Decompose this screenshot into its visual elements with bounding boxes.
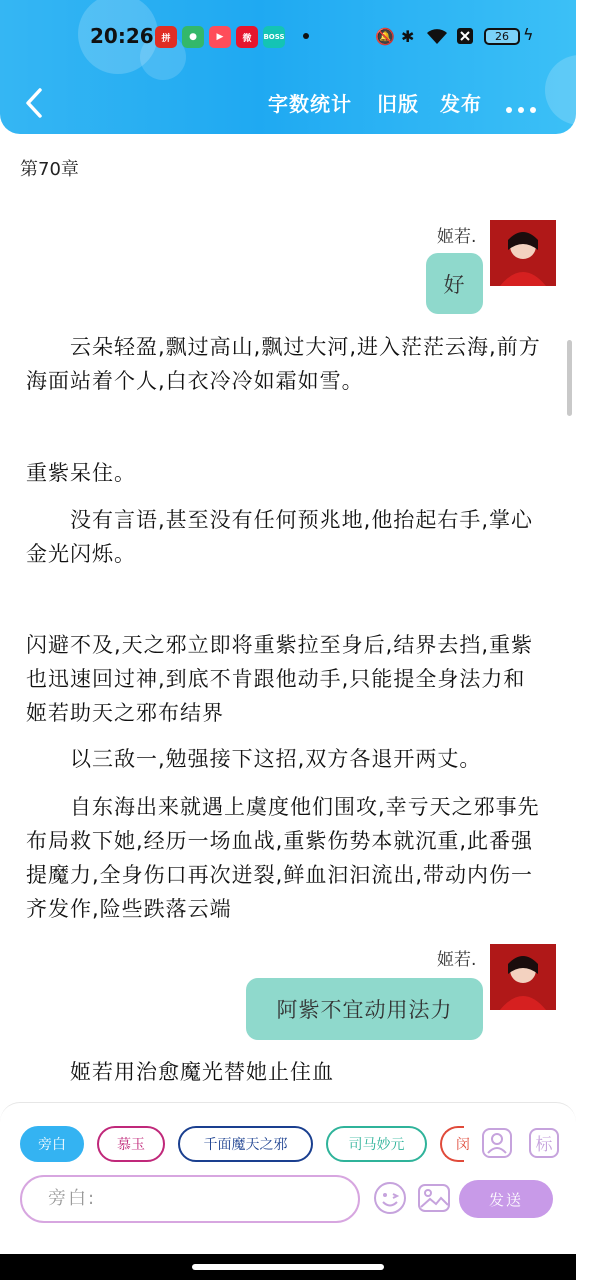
role-chip-muyu[interactable]: 慕玉 xyxy=(97,1126,165,1162)
bluetooth-icon: ✱ xyxy=(401,27,415,46)
speaker-name: 姬若. xyxy=(437,227,477,247)
send-button[interactable]: 发送 xyxy=(459,1180,553,1218)
narration-paragraph: 姬若用治愈魔光替她止住血 xyxy=(26,1060,334,1084)
charging-icon: ϟ xyxy=(523,25,534,44)
wifi-icon xyxy=(426,27,448,49)
sim-icon xyxy=(456,27,474,49)
status-bar xyxy=(0,0,576,72)
narration-paragraph: 以三敌一,勉强接下这招,双方各退开两丈。 xyxy=(26,747,482,771)
avatar[interactable] xyxy=(490,220,556,286)
role-chip-narration[interactable]: 旁白 xyxy=(20,1126,84,1162)
svg-text:标: 标 xyxy=(535,1135,553,1155)
home-indicator[interactable] xyxy=(192,1264,384,1270)
narration-paragraph: 重紫呆住。 xyxy=(26,461,136,485)
image-icon[interactable] xyxy=(416,1180,452,1216)
old-version-button[interactable]: 旧版 xyxy=(377,92,419,116)
speaker-name: 姬若. xyxy=(437,950,477,970)
chat-bubble: 阿紫不宜动用法力 xyxy=(246,978,483,1040)
chapter-title: 第70章 xyxy=(20,159,79,180)
back-arrow-icon[interactable] xyxy=(20,86,50,120)
circle-app-icon: ● xyxy=(182,26,204,48)
top-header xyxy=(0,0,576,134)
status-time: 20:26 xyxy=(90,24,154,48)
word-count-button[interactable]: 字数统计 xyxy=(268,92,352,116)
role-chip-sima[interactable]: 司马妙元 xyxy=(326,1126,427,1162)
chat-bubble: 好 xyxy=(426,253,483,314)
boss-icon: BOSS xyxy=(263,26,285,48)
weibo-icon: 微 xyxy=(236,26,258,48)
mark-icon[interactable] xyxy=(527,1126,561,1160)
avatar[interactable] xyxy=(490,944,556,1010)
role-chip-qianmian[interactable]: 千面魔天之邪 xyxy=(178,1126,313,1162)
person-card-icon[interactable] xyxy=(480,1126,514,1160)
dialogue-input[interactable]: 旁白: xyxy=(20,1175,360,1223)
more-icon[interactable] xyxy=(506,98,542,117)
video-app-icon: ▶ xyxy=(209,26,231,48)
pinduoduo-icon: 拼 xyxy=(155,26,177,48)
notification-dot-icon xyxy=(303,33,309,39)
scrollbar[interactable] xyxy=(567,340,572,416)
publish-button[interactable]: 发布 xyxy=(440,92,482,116)
narration-paragraph: 云朵轻盈,飘过高山,飘过大河,进入茫茫云海,前方海面站着个人,白衣冷冷如霜如雪。 xyxy=(26,335,541,393)
narration-paragraph: 闪避不及,天之邪立即将重紫拉至身后,结界去挡,重紫也迅速回过神,到底不肯跟他动手,只能提全身法力和姬若助天之邪布结界 xyxy=(26,633,534,725)
battery-icon: 26 xyxy=(484,28,520,45)
narration-paragraph: 自东海出来就遇上虞度他们围攻,幸亏天之邪事先布局救下她,经历一场血战,重紫伤势本就沉重,此番强提魔力,全身伤口再次迸裂,鲜血汩汩流出,带动内伤一齐发作,险些跌落云端 xyxy=(26,795,540,921)
emoji-icon[interactable] xyxy=(372,1180,408,1216)
mute-icon: 🔕 xyxy=(375,27,395,46)
role-chip-partial[interactable]: 闵 xyxy=(440,1126,464,1162)
narration-paragraph: 没有言语,甚至没有任何预兆地,他抬起右手,掌心金光闪烁。 xyxy=(26,508,534,566)
